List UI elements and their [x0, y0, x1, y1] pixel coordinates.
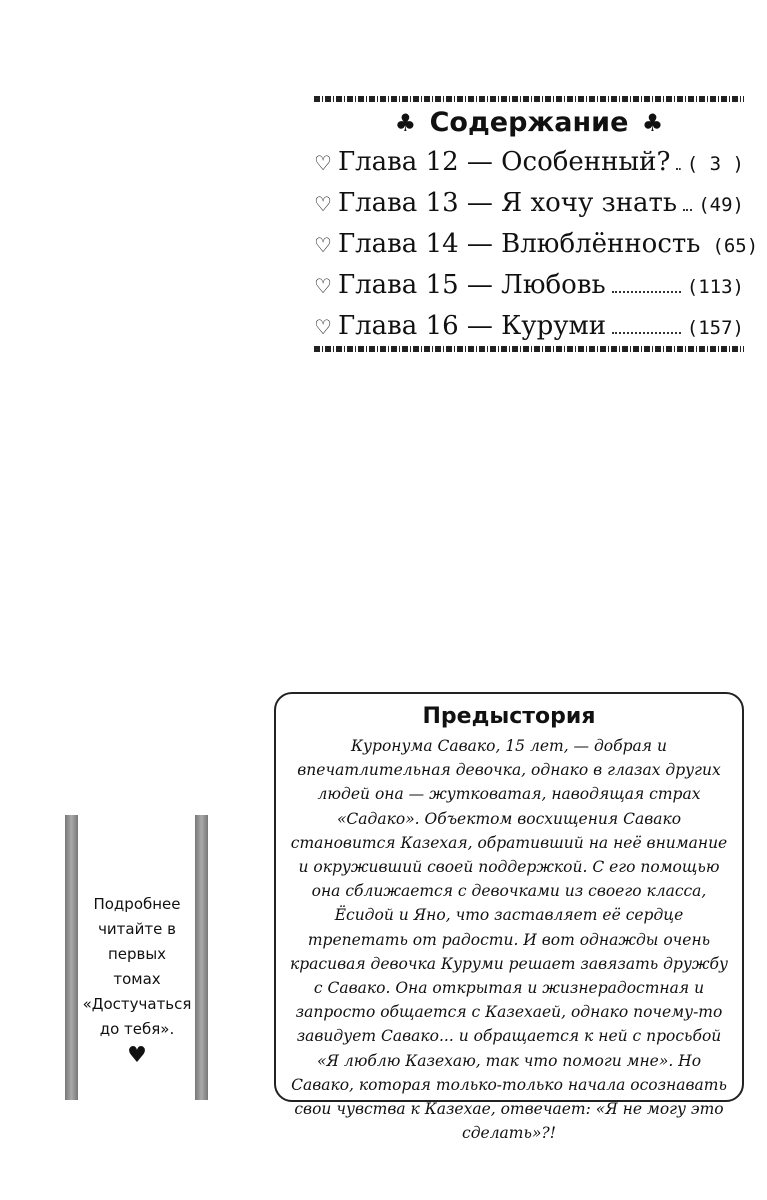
- toc-entry: [314, 224, 759, 265]
- toc-entry: [314, 183, 744, 224]
- backstory-title: Предыстория: [422, 704, 596, 729]
- toc-entry-label: Глава 16 — Куруми: [337, 311, 607, 341]
- heart-outline-icon: ♡: [314, 233, 332, 257]
- dot-leader: [612, 332, 681, 334]
- heart-icon: ♥: [127, 1043, 147, 1068]
- side-note: [82, 892, 192, 1070]
- club-icon: ♣: [641, 109, 664, 137]
- toc-entry: [314, 142, 744, 183]
- toc-entry: [314, 265, 744, 306]
- backstory-text: Куронума Савако, 15 лет, — добрая и впечатлительная девочка, однако в глазах других людей она — жутковатая, наводящая страх «Садако». Объектом восхищения Савако становится Казехая, обративший на неё внимание и окруживший своей поддержкой. С его помощью она сближается с девочками из своего класса, Ёсидой и Яно, что заставляет её сердце трепетать от радости. И вот однажды очень красивая девочка Куруми решает завязать дружбу с Савако. Она открытая и жизнерадостная и запросто общается с Казехаей, однако почему-то завидует Савако... и обращается к ней с просьбой «Я люблю Казехаю, так что помоги мне». Но Савако, которая только-только начала осознавать свои чувства к Казехае, отвечает: «Я не могу это сделать»?!: [290, 737, 728, 1143]
- toc-entry-page: (49): [698, 194, 744, 216]
- toc-title: Содержание: [429, 107, 629, 138]
- side-note-line: «Достучаться: [82, 995, 192, 1013]
- side-note-line: Подробнее: [93, 895, 181, 913]
- toc-entry-page: (157): [686, 317, 744, 339]
- toc-entry-page: (113): [686, 276, 744, 298]
- toc-entry-page: (65): [712, 235, 759, 257]
- toc-bottom-border: [314, 346, 744, 352]
- toc-entry-label: Глава 14 — Влюблённость: [337, 229, 701, 259]
- heart-outline-icon: ♡: [314, 274, 332, 298]
- side-note-bar-right: [195, 815, 208, 1100]
- backstory-box: [274, 692, 744, 1143]
- toc-title-row: [314, 104, 744, 142]
- dot-leader: [612, 291, 681, 293]
- club-icon: ♣: [394, 109, 417, 137]
- dot-leader: [676, 168, 680, 170]
- side-note-bar-left: [65, 815, 78, 1100]
- toc-top-border: [314, 96, 744, 102]
- heart-outline-icon: ♡: [314, 315, 332, 339]
- dot-leader: [683, 209, 692, 211]
- toc-entry: [314, 306, 744, 347]
- side-note-line: первых томах: [107, 945, 167, 988]
- side-note-line: читайте в: [98, 920, 176, 938]
- side-note-line: до тебя».: [99, 1020, 175, 1038]
- heart-outline-icon: ♡: [314, 151, 332, 175]
- toc-entry-page: ( 3 ): [686, 153, 744, 175]
- toc-entry-label: Глава 15 — Любовь: [337, 270, 606, 300]
- table-of-contents: [314, 104, 759, 347]
- heart-outline-icon: ♡: [314, 192, 332, 216]
- toc-entry-label: Глава 13 — Я хочу знать: [337, 188, 678, 218]
- toc-entry-label: Глава 12 — Особенный?: [337, 147, 671, 177]
